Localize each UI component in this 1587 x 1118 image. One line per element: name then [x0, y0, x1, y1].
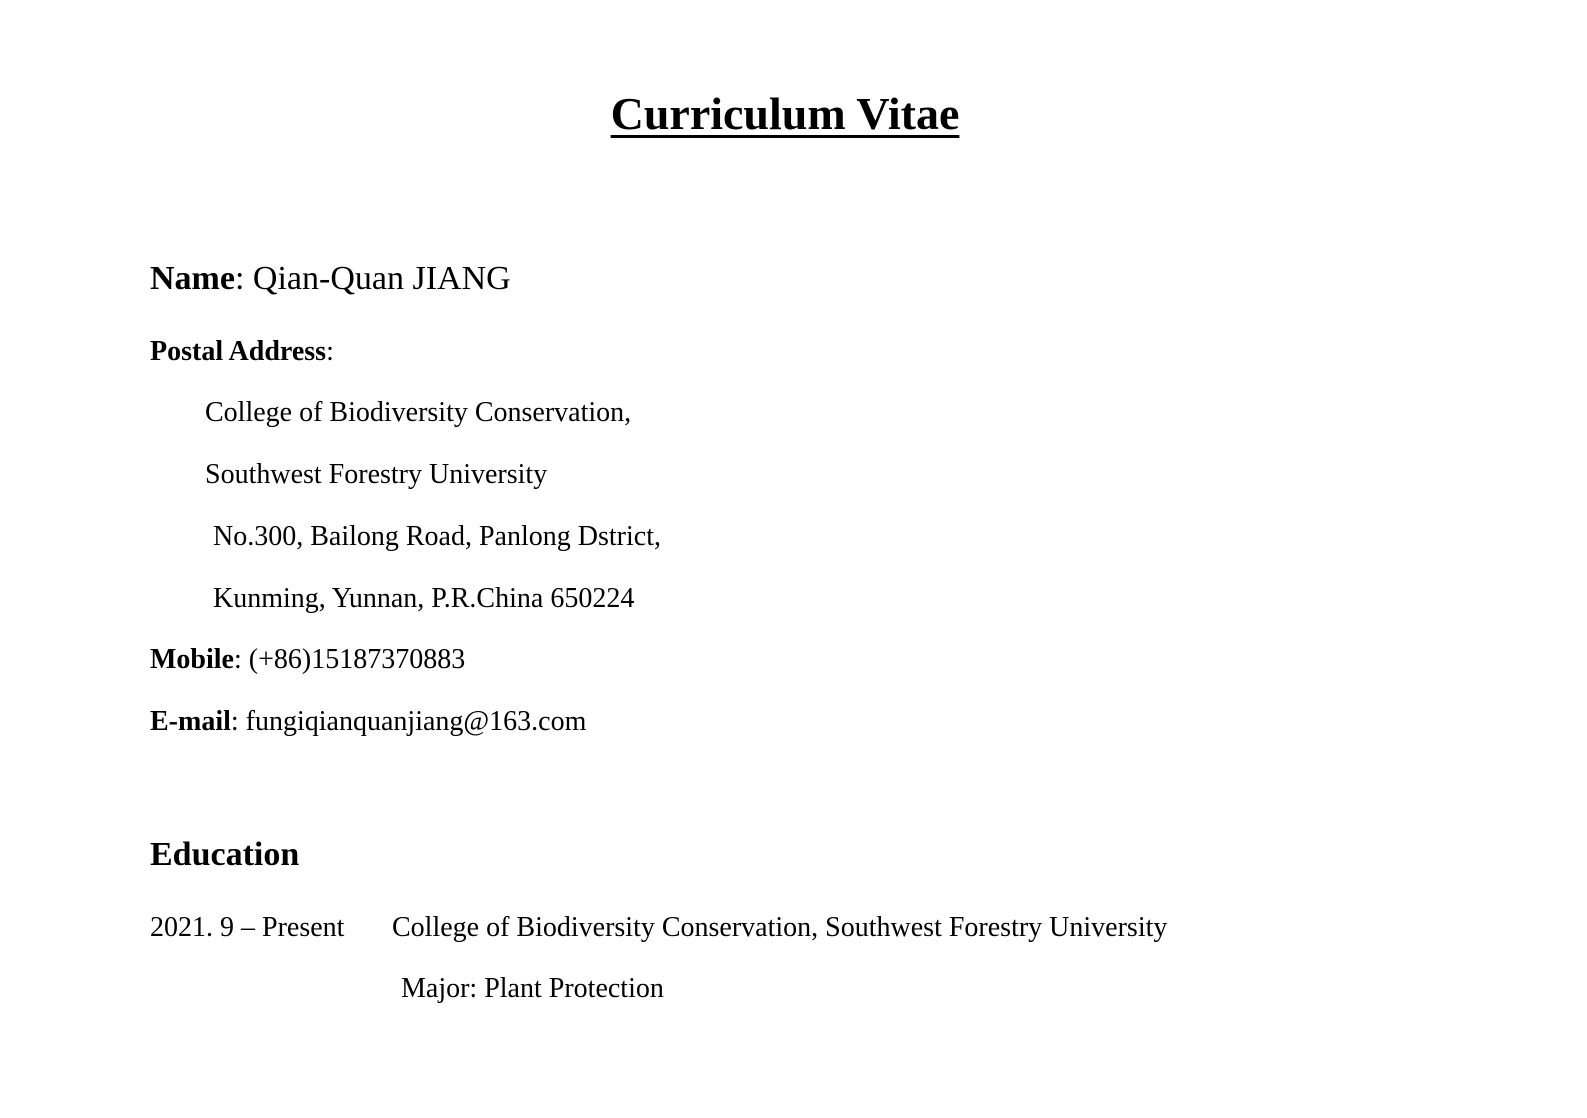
page-title: Curriculum Vitae	[610, 88, 960, 139]
mobile-separator: :	[234, 644, 242, 675]
postal-separator: :	[326, 336, 334, 367]
address-line-2: Southwest Forestry University	[205, 459, 548, 490]
education-institution: College of Biodiversity Conservation, Southwest Forestry University	[392, 912, 1168, 943]
name-value: Qian-Quan JIANG	[252, 260, 511, 297]
email-separator: :	[230, 706, 239, 737]
email-line	[150, 705, 586, 739]
postal-address-label: Postal Address	[150, 336, 327, 367]
address-line-1: College of Biodiversity Conservation,	[205, 397, 632, 428]
name-line	[150, 259, 511, 300]
education-period: 2021. 9 – Present	[150, 912, 345, 943]
name-separator: :	[234, 260, 245, 297]
email-value: fungiqianquanjiang@163.com	[245, 706, 587, 737]
mobile-value: (+86)15187370883	[248, 644, 466, 675]
mobile-label: Mobile	[150, 644, 234, 675]
email-label: E-mail	[150, 706, 231, 737]
address-line-4: Kunming, Yunnan, P.R.China 650224	[213, 583, 635, 614]
name-label: Name	[150, 260, 235, 297]
education-major: Major: Plant Protection	[401, 973, 664, 1004]
mobile-line	[150, 643, 465, 677]
address-line-3: No.300, Bailong Road, Panlong Dstrict,	[213, 521, 661, 552]
education-heading: Education	[150, 836, 300, 873]
postal-address-line	[150, 335, 334, 369]
